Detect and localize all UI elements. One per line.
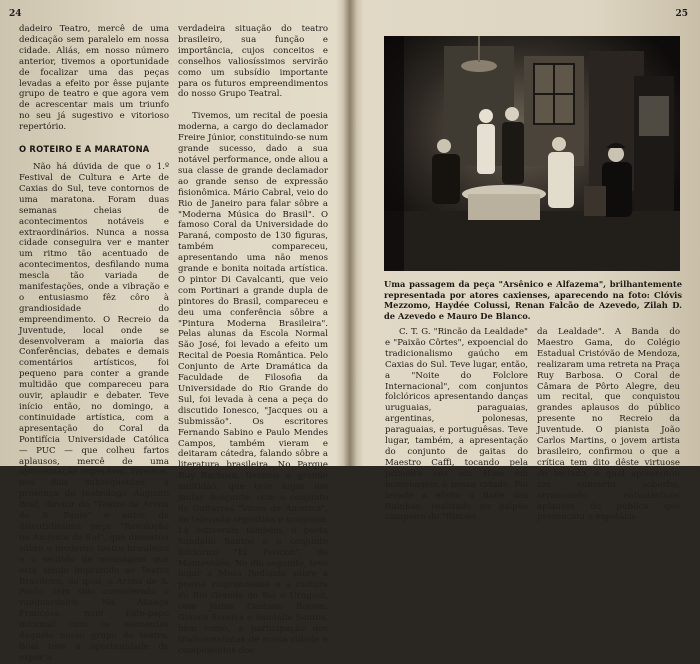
- section-heading: O ROTEIRO E A MARATONA: [19, 144, 150, 155]
- page-number: 25: [675, 9, 688, 19]
- right-page: [351, 0, 700, 523]
- article-paragraph: Não há dúvida de que o 1.º Festival de Cultura e Arte de Caxias do Sul, teve contornos de uma maratona. Foram duas semanas cheias de acontecimentos notáveis e extraordinários. Nunca a nossa cidade conseguira ver e manter um ritmo tão acentuado de acontecimentos, desfilando numa mescla tão variada de manifestações, onde a vibração e o entusiasmo fêz côro à grandiosidade do empreendimento. O Recreio da Juventude, local onde se desenvolveram a maioria das Conferências, debates e demais comentários artísticos, foi pequeno para conter a grande multidão que compareceu para ouvir, aplaudir e debater. Teve início então, no domingo, a continuidade artística, com a apresentação do Coral da Pontifícia Universidade Católica — PUC — que colheu fartos aplausos, mercê de uma apresentação impecável. Tivemos, nos dias subsequentes, a presença do teatrólogo Augusto Boal, diretor do "Teatro de Arena de S. Paulo" e autor da discutidíssima peça "Revolução na América do Sul", que dissertou sôbre o moderno teatro brasileiro e o sentido da mensagem que está sendo imprimido ao Teatro Brasileiro, do qual, o Arena de S. Paulo, tem sido considerado o vanguardeiro. Na Aliança Francesa, num bate-papo informal com os elementos daquele nosso grupo de teatro, Boal teve a oportunidade de expor a: [19, 162, 169, 663]
- theater-photo: [384, 36, 680, 271]
- photo-caption: [384, 279, 682, 321]
- caption-text: Uma passagem da peça "Arsênico e Alfazema", brilhantemente representada por atores caxienses, aparecendo na foto: Clóvis Mezzomo, Haydée Colussi, Renan Falcão de Azevedo, Zilah D. de Azevedo e Mauro De Blanco.: [384, 279, 682, 321]
- right-column-1: [385, 327, 528, 523]
- article-paragraph: Tivemos, um recital de poesia moderna, a cargo do declamador Freire Júnior, constituindo-se num grande sucesso, dado a sua notável performance, onde aliou a sua classe de grande declamador ao grande senso de expressão fisionômica. Mário Cabral, veio do Rio de Janeiro para falar sôbre a "Moderna Música do Brasil". O famoso Coral da Universidade do Paraná, composto de 130 figuras, também compareceu, apresentando uma não menos grande e bonita noitada artística. O pintor Di Cavalcanti, que veio com Portinari a grande dupla de pintores do Brasil, compareceu e deu uma conferência sôbre a "Pintura Moderna Brasileira". Pelas alunas da Escola Normal São José, foi levado a efeito um Recital de Poesia Romântica. Pelo Conjunto de Arte Dramática da Faculdade de Filosofia da Universidade do Rio Grande do Sul, foi levada à cena a peça do discutido Ionesco, "Jacques ou a Submissão". Os escritores Fernando Sabino e Paulo Mendes Campos, também vieram e deitaram cátedra, falando sôbre a literatura brasileira. No Parque Ruy Barbosa, tivemos a grande multidão, que teve lugar um jantar dançante, com o conjunto de Guitarras "Voces de America", da televisão argentina e uruguaia. Lá estiveram também, o poeta Sandália Santos e o conjunto folclórico "El Pericon", de Montevidéo. No dia seguinte, teve lugar a Mesa Redonda sôbre a poesia riograndense e a cultura do Rio Grande do Sul e Uruguai, com Jaime Caetano Braum, Glauco Saraiva e Sandália Santos, bem como, a participação dos tradicionalistas de nossa cidade e componentes dos: [178, 111, 328, 656]
- article-paragraph: C. T. G. "Rincão da Lealdade" e "Paixão Côrtes", expoencial do tradicionalismo gaúcho em Caxias do Sul. Teve lugar, então, a "Noite do Folclore Internacional", com conjuntos folclóricos apresentando danças uruguaias, paraguaias, argentinas, polonesas, paraguaias, e portuguêsas. Teve lugar, também, a apresentação do conjunto de gaitas do Maestro Caffi, tocando pela primeira vez um Hino em homenagem à nossa cidade. Foi levado a efeito o Baile das Rainhas, realizado no galpão campeiro do "Rincão: [385, 327, 528, 523]
- left-column-2: [178, 24, 328, 657]
- left-column-1: [19, 24, 169, 664]
- right-column-2: [537, 327, 680, 523]
- page-number: 24: [9, 9, 22, 19]
- left-page: [0, 0, 349, 663]
- article-paragraph: dadeiro Teatro, mercê de uma dedicação sem paralelo em nossa cidade. Aliás, em nosso número anterior, tivemos a oportunidade de focalizar uma das peças levadas a efeito por êsse pujante grupo de teatro e que agora vem de acrescentar mais um triunfo no seu já sugestivo e vitorioso repertório.: [19, 24, 169, 133]
- article-paragraph: verdadeira situação do teatro brasileiro, sua função e importância, cujos conceitos e conselhos valiosíssimos servirão como um subsídio importante para os futuros empreendimentos do nosso Grupo Teatral.: [178, 24, 328, 100]
- stage-scene-illustration: [384, 36, 680, 271]
- article-paragraph: da Lealdade". A Banda do Maestro Gama, do Colégio Estadual Cristóvão de Mendoza, realizaram uma retreta na Praça Ruy Barbosa. O Coral de Câmara de Pôrto Alegre, deu um recital, que conquistou grandes aplausos do público presente no Recreio da Juventude. O pianista João Carlos Martins, o jovem artista brasileiro, confirmou o que a crítica tem dito dêste virtuose do teclado, o qual apresentou um concerto soberbo, arrancando entusiásticos aplausos do público que presenciou o espetácu-: [537, 327, 680, 523]
